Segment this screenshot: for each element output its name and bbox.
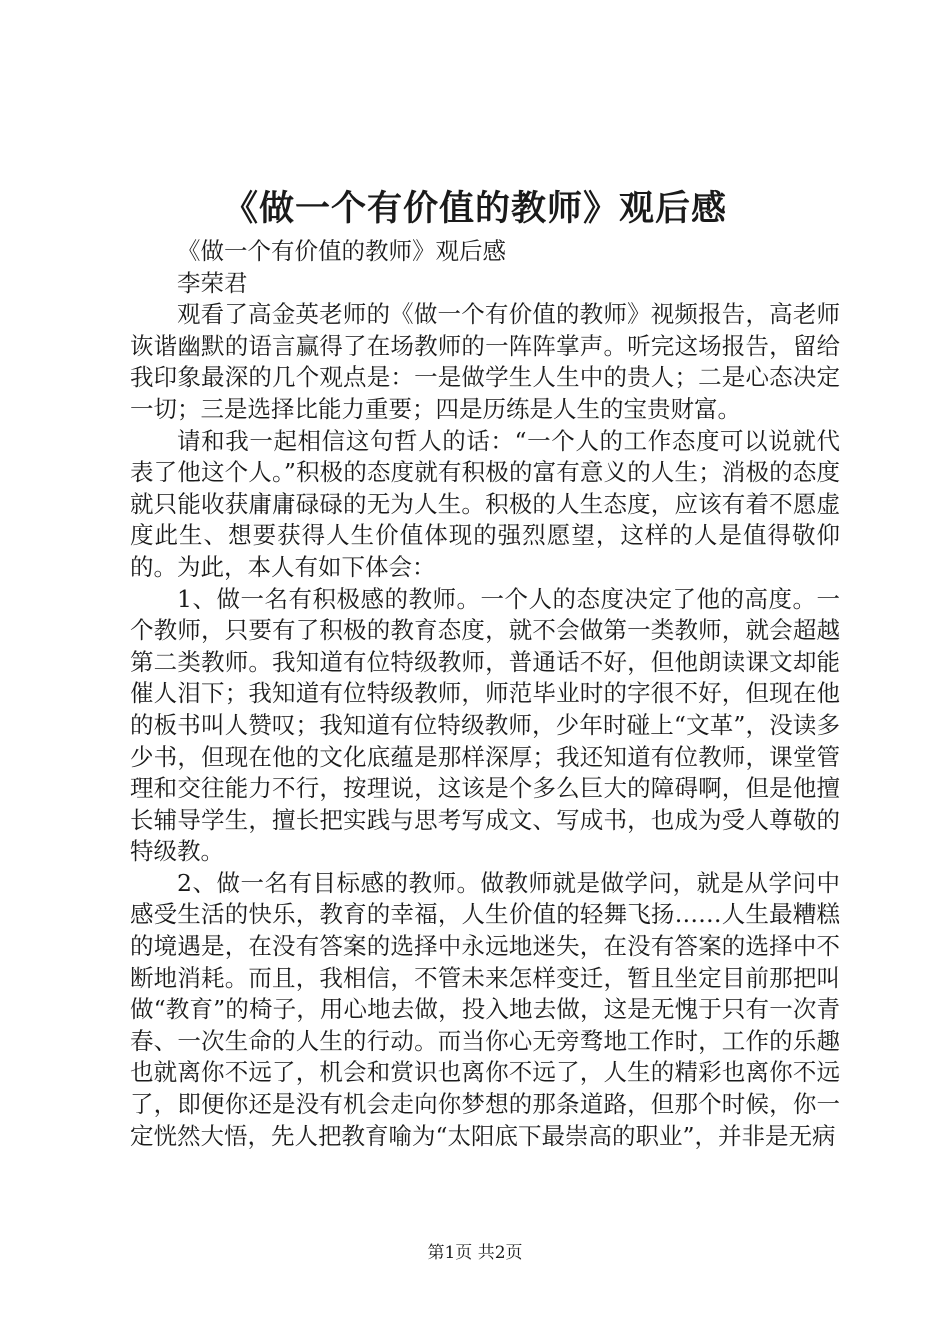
body-paragraph: 请和我一起相信这句哲人的话：“一个人的工作态度可以说就代表了他这个人。”积极的态度就有积极的富有意义的人生；消极的态度就只能收获庸庸碌碌的无为人生。积极的人生态度，应该有着不愿虚度此生、想要获得人生价值体现的强烈愿望，这样的人是值得敬仰的。为此，本人有如下体会： bbox=[130, 426, 840, 581]
body-paragraph: 1、做一名有积极感的教师。一个人的态度决定了他的高度。一个教师，只要有了积极的教育态度，就不会做第一类教师，就会超越第二类教师。我知道有位特级教师，普通话不好，但他朗读课文却能催人泪下；我知道有位特级教师，师范毕业时的字很不好，但现在他的板书叫人赞叹；我知道有位特级教师，少年时碰上“文革”，没读多少书，但现在他的文化底蕴是那样深厚；我还知道有位教师，课堂管理和交往能力不行，按理说，这该是个多么巨大的障碍啊，但是他擅长辅导学生，擅长把实践与思考写成文、写成书，也成为受人尊敬的特级教。 bbox=[130, 584, 840, 866]
document-title: 《做一个有价值的教师》观后感 bbox=[222, 188, 727, 229]
page-footer: 第1页 共2页 bbox=[427, 1243, 523, 1263]
body-paragraph: 观看了高金英老师的《做一个有价值的教师》视频报告，高老师诙谐幽默的语言赢得了在场教师的一阵阵掌声。听完这场报告，留给我印象最深的几个观点是：一是做学生人生中的贵人；二是心态决定一切；三是选择比能力重要；四是历练是人生的宝贵财富。 bbox=[130, 300, 840, 423]
document-body bbox=[130, 236, 840, 1152]
author-paragraph: 李荣君 bbox=[177, 268, 248, 297]
body-paragraph: 2、做一名有目标感的教师。做教师就是做学问，就是从学问中感受生活的快乐，教育的幸福，人生价值的轻舞飞扬……人生最糟糕的境遇是，在没有答案的选择中永远地迷失，在没有答案的选择中不断地消耗。而且，我相信，不管未来怎样变迁，暂且坐定目前那把叫做“教育”的椅子，用心地去做，投入地去做，这是无愧于只有一次青春、一次生命的人生的行动。而当你心无旁骛地工作时，工作的乐趣也就离你不远了，机会和赏识也离你不远了，人生的精彩也离你不远了，即便你还是没有机会走向你梦想的那条道路，但那个时候，你一定恍然大悟，先人把教育喻为“太阳底下最崇高的职业”，并非是无病 bbox=[130, 868, 840, 1150]
subtitle-paragraph: 《做一个有价值的教师》观后感 bbox=[177, 237, 506, 265]
